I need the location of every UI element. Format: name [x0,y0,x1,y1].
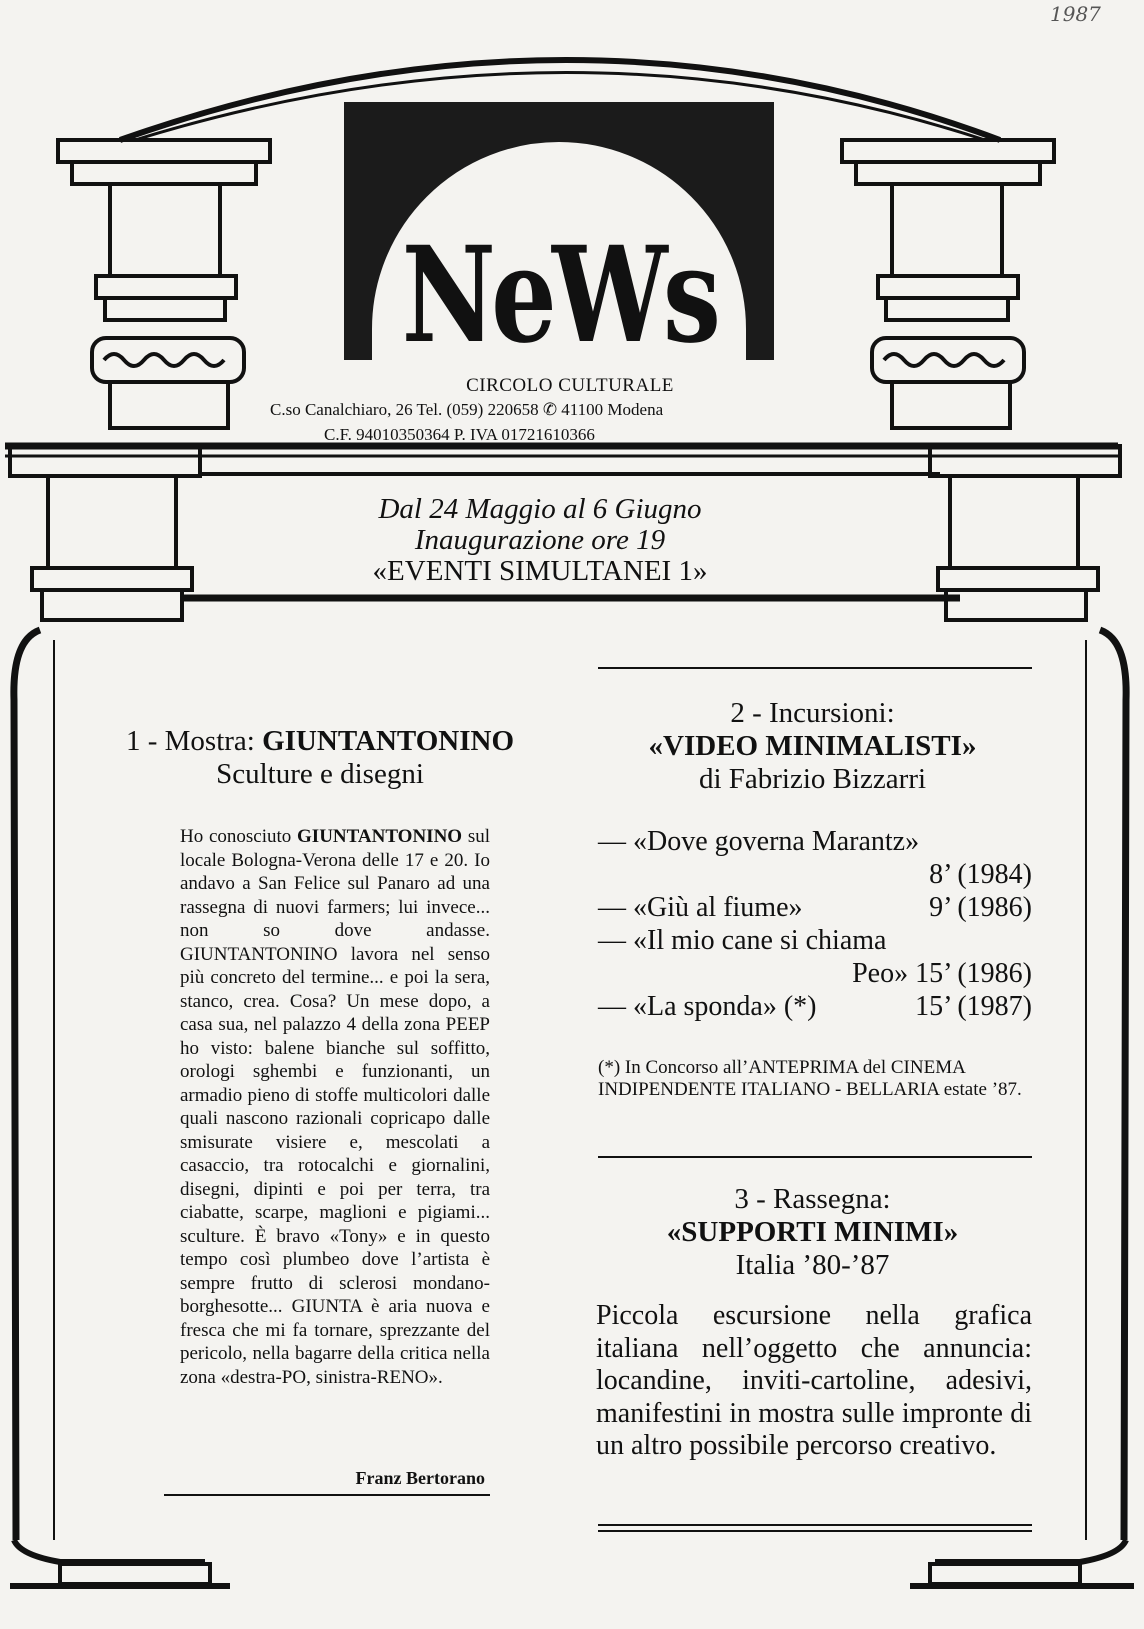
logo-wordmark: NeWs [401,218,717,360]
organization-name: CIRCOLO CULTURALE [466,375,674,396]
list-item [598,825,1032,858]
section2-heading [590,697,1035,796]
video-title: — «La sponda» (*) [598,991,817,1022]
section2-author: di Fabrizio Bizzarri [698,763,927,795]
section1-subheading: Sculture e disegni [216,758,424,790]
video-meta: 15’ (1987) [915,991,1032,1022]
section1-body-text: sul locale Bologna-Verona delle 17 e 20. Io andavo a San Felice sul Panaro ad una rassegna di nuovi farmers; lui invece... non so dove andasse. GIUNTANTONINO lavora nel senso più concreto del termine... e poi la sera, stanco, crea. Cosa? Un mese dopo, a casa sua, nel palazzo 4 della zona PEEP ho visto: balene bianche sul soffitto, orologi sghembi e funzionanti, un armadio pieno di stoffe multicolori dalle quali nascono razionali copricapo dalle smisurate visiere e, mescolati a casaccio, tra rotocalchi e giornalini, disegni, dipinti e poi per terra, tra ciabatte, scarpe, maglioni e pigiami... sculture. È bravo «Tony» e in questo tempo così plumbeo dove l’artista è sempre frutto di sclerosi mondano-borghesotte... GIUNTA è aria nuova e fresca che mi fa tornare, sprezzante del pericolo, nella bagarre della critica nella zona «destra-PO, sinistra-RENO». [180,826,490,1388]
section1-body-lead: Ho conosciuto [180,826,298,847]
section1-body-name: GIUNTANTONINO [297,826,463,847]
event-opening: Inaugurazione ore 19 [414,524,666,556]
section1-heading-name: GIUNTANTONINO [262,725,515,757]
video-meta: Peo» 15’ (1986) [852,958,1032,989]
section3-heading [590,1183,1035,1282]
section1-heading [100,725,540,791]
video-meta: 8’ (1984) [929,859,1032,890]
event-dates: Dal 24 Maggio al 6 Giugno [378,493,702,525]
list-item [598,924,1032,957]
list-item [598,990,1032,1023]
section3-body: Piccola escursione nella grafica italiana nell’oggetto che annuncia: locandine, inviti-cartoline, adesivi, manifestini in mostra sulle impronte di un altro possibile percorso creativo. [596,1300,1032,1461]
section3-subtitle: Italia ’80-’87 [735,1249,890,1281]
event-banner [250,494,830,587]
tax-line: C.F. 94010350364 P. IVA 01721610366 [324,425,595,444]
section1-heading-prefix: 1 - Mostra: [125,725,263,757]
news-logo [344,102,774,360]
section2-title: «VIDEO MINIMALISTI» [648,730,977,762]
video-list [598,825,1032,1023]
video-title: — «Il mio cane si chiama [598,925,887,956]
event-title: «EVENTI SIMULTANEI 1» [372,555,708,587]
address-line: C.so Canalchiaro, 26 Tel. (059) 220658 ✆ 41100 Modena [270,400,664,419]
signature: Franz Bertorano [355,1468,485,1488]
year-note: 1987 [1050,2,1101,26]
section3-label: 3 - Rassegna: [734,1183,891,1215]
section1-body [180,825,490,1389]
section3-title: «SUPPORTI MINIMI» [666,1216,959,1248]
video-meta: 9’ (1986) [929,892,1032,923]
list-item [598,891,1032,924]
video-title: — «Dove governa Marantz» [598,826,920,857]
list-item [598,957,1032,990]
list-item [598,858,1032,891]
footnote: (*) In Concorso all’ANTEPRIMA del CINEMA INDIPENDENTE ITALIANO - BELLARIA estate ’87. [598,1057,1022,1100]
video-title: — «Giù al fiume» [598,892,803,923]
section2-label: 2 - Incursioni: [730,697,895,729]
